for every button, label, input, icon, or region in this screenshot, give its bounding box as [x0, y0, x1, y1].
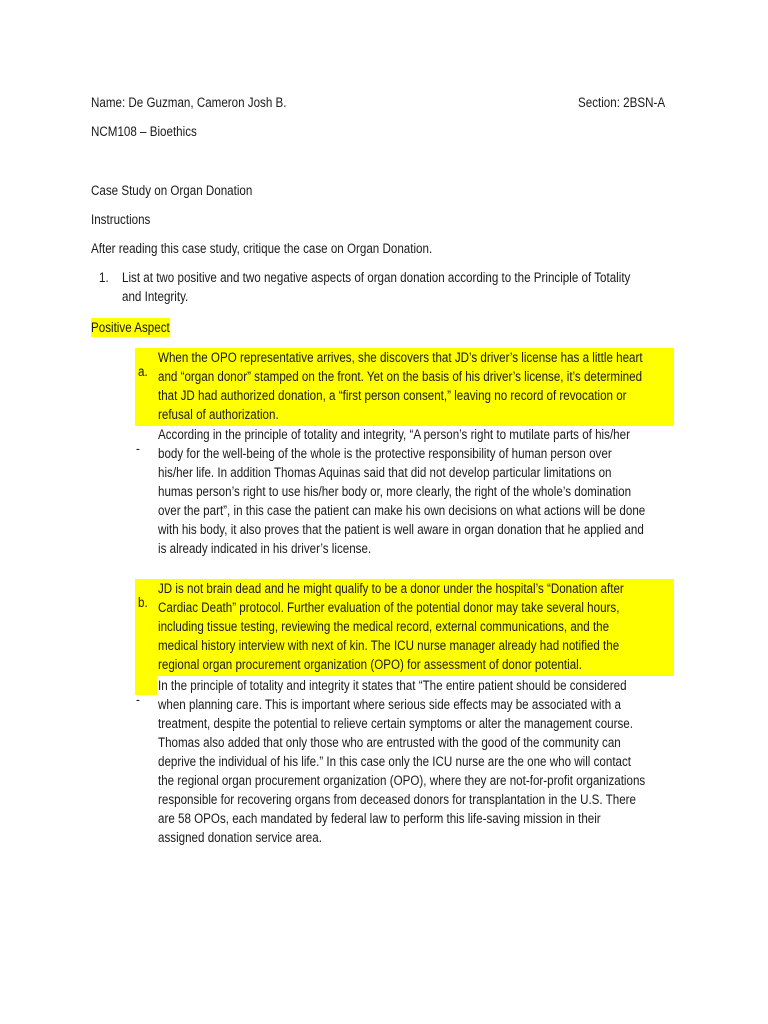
item-a-marker: a.	[138, 363, 148, 379]
item-a-line: that JD had authorized donation, a “first person consent,” leaving no record of revocation or	[158, 388, 627, 403]
item-a-line: When the OPO representative arrives, she discovers that JD’s driver’s license has a little heart	[158, 350, 643, 365]
item-b-line: regional organ procurement organization (OPO) for assessment of donor potential.	[158, 657, 582, 672]
critique-a-line: humas person’s right to use his/her body or, more clearly, the right of the whole’s domination	[158, 484, 632, 499]
critique-b-line: In the principle of totality and integrity it states that “The entire patient should be considered	[158, 678, 627, 693]
case-title: Case Study on Organ Donation	[91, 183, 253, 198]
critique-b-line: are 58 OPOs, each mandated by federal law to perform this life-saving mission in their	[158, 811, 601, 826]
critique-a-marker: -	[136, 440, 140, 456]
item-a-line: and “organ donor” stamped on the front. Yet on the basis of his driver’s license, it’s determined	[158, 369, 643, 384]
item-a-line: refusal of authorization.	[158, 407, 279, 422]
course-title: NCM108 – Bioethics	[91, 124, 197, 139]
positive-aspect-heading: Positive Aspect	[91, 320, 170, 335]
critique-a-line: According in the principle of totality and integrity, “A person’s right to mutilate parts of his/her	[158, 427, 630, 442]
instructions-heading: Instructions	[91, 212, 151, 227]
section-label: Section: 2BSN-A	[578, 95, 666, 110]
question-line: and Integrity.	[122, 289, 189, 304]
critique-b-line: responsible for recovering organs from deceased donors for transplantation in the U.S. There	[158, 792, 636, 807]
item-b-line: including tissue testing, reviewing the medical record, external communications, and the	[158, 619, 610, 634]
item-b-marker: b.	[138, 594, 148, 610]
student-name: Name: De Guzman, Cameron Josh B.	[91, 95, 287, 110]
critique-a-line: his/her life. In addition Thomas Aquinas said that did not develop particular limitations on	[158, 465, 612, 480]
critique-a-line: over the part”, in this case the patient can make his own decisions on what actions will be done	[158, 503, 646, 518]
critique-a-line: is already indicated in his driver’s license.	[158, 541, 372, 556]
critique-b-line: when planning care. This is important where serious side effects may be associated with a	[158, 697, 621, 712]
item-b-line: medical history interview with next of kin. The ICU nurse manager already had notified the	[158, 638, 620, 653]
critique-b-line: treatment, despite the potential to relieve certain symptoms or alter the management course.	[158, 716, 633, 731]
critique-b-line: assigned donation service area.	[158, 830, 322, 845]
critique-a-line: with his body, it also proves that the patient is well aware in organ donation that he applied and	[158, 522, 644, 537]
critique-b-line: the regional organ procurement organization (OPO), where they are not-for-profit organizations	[158, 773, 646, 788]
critique-b-line: Thomas also added that only those who are entrusted with the good of the community can	[158, 735, 621, 750]
question-number: 1.	[99, 270, 109, 285]
critique-b-line: deprive the individual of his life.” In this case only the ICU nurse are the one who will contact	[158, 754, 632, 769]
critique-a-line: body for the well-being of the whole is the protective responsibility of human person over	[158, 446, 612, 461]
item-b-line: Cardiac Death” protocol. Further evaluation of the potential donor may take several hours,	[158, 600, 620, 615]
item-b-line: JD is not brain dead and he might qualify to be a donor under the hospital’s “Donation after	[158, 581, 624, 596]
critique-b-marker: -	[136, 691, 140, 707]
instructions-text: After reading this case study, critique the case on Organ Donation.	[91, 241, 433, 256]
question-line: List at two positive and two negative aspects of organ donation according to the Principle of Totality	[122, 270, 631, 285]
